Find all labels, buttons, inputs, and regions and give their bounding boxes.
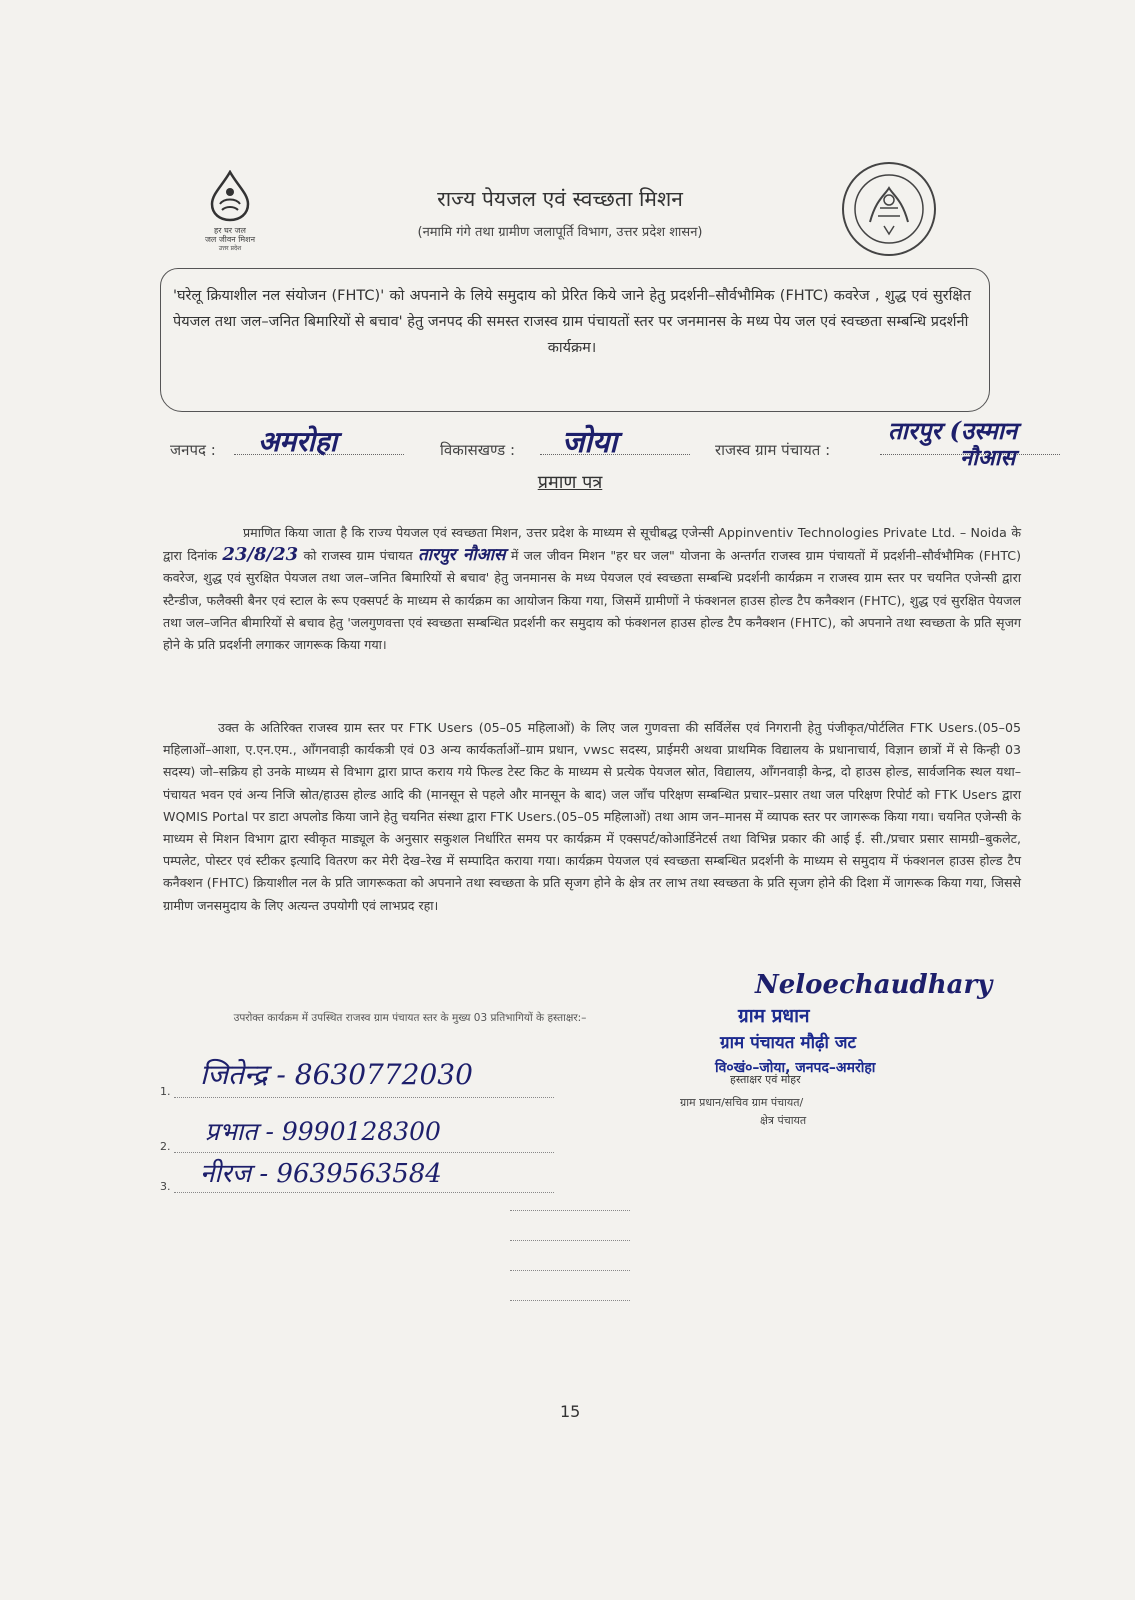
participant-row: [160, 1058, 473, 1098]
faint-dotlines: [510, 1210, 650, 1330]
certificate-title: प्रमाण पत्र: [537, 472, 603, 493]
water-drop-icon: [200, 170, 260, 222]
signature-dotline: [174, 1097, 554, 1098]
gp-value: तारपुर (उस्मान: [888, 416, 1018, 445]
emblem-seal-icon: [840, 160, 938, 258]
signature-dotline: [174, 1192, 554, 1193]
stamp-line-4: हस्ताक्षर एवं मोहर: [730, 1073, 801, 1086]
participants-note: उपरोक्त कार्यक्रम में उपस्थित राजस्व ग्राम पंचायत स्तर के मुख्य 03 प्रतिभागियों के हस्ताक्षर:–: [233, 1012, 587, 1024]
participant-entry: जितेन्द्र - 8630772030: [200, 1058, 473, 1091]
gp-value-2: नौआस: [960, 445, 1016, 471]
signatory-role-1: ग्राम प्रधान/सचिव ग्राम पंचायत/: [680, 1096, 804, 1109]
stamp-line-1: ग्राम प्रधान: [738, 1005, 810, 1027]
logo-caption-3: उत्तर प्रदेश: [218, 245, 242, 252]
banner-text: 'घरेलू क्रियाशील नल संयोजन (FHTC)' को अपनाने के लिये समुदाय को प्रेरित किये जाने हेतु प्रदर्शनी–सौर्वभौमिक (FHTC) कवरेज , शुद्ध एवं सुरक्षित पेयजल तथा जल–जनित बिमारियों से बचाव' हेतु जनपद की समस्त राजस्व ग्राम पंचायतों स्तर पर जनमानस के मध्य पेय जल एवं स्वच्छता सम्बन्धि प्रदर्शनी: [173, 288, 971, 330]
gp-label: राजस्व ग्राम पंचायत :: [715, 441, 831, 459]
certificate-paragraph-1: [163, 522, 1021, 656]
participant-num: 2.: [160, 1140, 171, 1153]
event-date: 23/8/23: [222, 544, 299, 566]
participant-num: 3.: [160, 1180, 171, 1193]
signature-dotline: [174, 1152, 554, 1153]
signatory-role-2: क्षेत्र पंचायत: [760, 1114, 807, 1127]
district-value: अमरोहा: [258, 425, 337, 458]
certificate-paragraph-2: उक्त के अतिरिक्त राजस्व ग्राम स्तर पर FTK Users (05–05 महिलाओं) के लिए जल गुणवत्ता की सर्विलेंस एवं निगरानी हेतु पंजीकृत/पोर्टलित FTK Users.(05–05 महिलाओं–आशा, ए.एन.एम., आँगनवाड़ी कार्यकत्री एवं 03 अन्य कार्यकर्ताओं–ग्राम प्रधान, vwsc सदस्य, प्राईमरी अथवा प्राथमिक विद्यालय के प्रधानाचार्य, विज्ञान छात्रों में से किन्ही 03 सदस्य) जो–सक्रिय हो उनके माध्यम से विभाग द्वारा प्राप्त कराय गये फिल्ड टेस्ट किट के माध्यम से प्रत्येक पेयजल स्रोत, विद्यालय, आँगनवाड़ी केन्द्र, दो हाउस होल्ड, सार्वजनिक स्थल यथा–पंचायत भवन एवं अन्य निजि स्रोत/हाउस होल्ड आदि की (मानसून से पहले और मानसून के बाद) जल जाँच परिक्षण सम्बन्धित प्रचार–प्रसार तथा जल परिक्षण रिपोर्ट को FTK Users द्वारा WQMIS Portal पर डाटा अपलोड किया जाने हेतु चयनित संस्था द्वारा FTK Users.(05–05 महिलाओं) तथा आम जन–मानस में व्यापक स्तर पर जागरूक किया गया। चयनित एजेन्सी के माध्यम से मिशन विभाग द्वारा स्वीकृत माड्यूल के अनुसार सकुशल निर्धारित समय पर कार्यक्रम में एक्सपर्ट/कोआर्डिनेटर्स तथा विभिन्न प्रकार की आई ई. सी./प्रचार प्रसार सामग्री–बुकलेट, पम्पलेट, पोस्टर एवं स्टीकर इत्यादि वितरण कर मेरी देख–रेख में सम्पादित कराया गया। कार्यक्रम पेयजल एवं स्वच्छता सम्बन्धित प्रदर्शनी के माध्यम से समुदाय में फंक्शनल हाउस होल्ड टैप कनैक्शन (FHTC) क्रियाशील नल के प्रति जागरूकता को अपनाने तथा स्वच्छता के प्रति सृजग होने के क्षेत्र तर लाभ तथा स्वच्छता के प्रति सृजग होने की दिशा में जागरूक किया गया, जिससे ग्रामीण जनसमुदाय के लिए अत्यन्त उपयोगी एवं लाभप्रद रहा।: [163, 720, 1021, 913]
stamp-line-2: ग्राम पंचायत मौढ़ी जट: [720, 1033, 857, 1053]
district-label: जनपद :: [170, 441, 216, 459]
para1-part1: प्रमाणित किया जाता है कि राज्य पेयजल एवं स्वच्छता मिशन, उत्तर प्रदेश के माध्यम से सूचीबद्ध एजेन्सी Appinventiv Technologies Private Ltd. – Noida के द्वारा दिनांक: [163, 525, 1021, 564]
block-value: जोया: [562, 425, 618, 460]
block-label: विकासखण्ड :: [440, 441, 516, 459]
para1-part2: को राजस्व ग्राम पंचायत: [303, 548, 413, 564]
logo-caption-1: हर घर जल: [214, 226, 246, 235]
up-govt-emblem: [840, 160, 938, 258]
participant-num: 1.: [160, 1085, 171, 1098]
banner-last-line: कार्यक्रम।: [547, 340, 597, 356]
participant-entry: नीरज - 9639563584: [200, 1159, 442, 1189]
mission-subtitle: (नमामि गंगे तथा ग्रामीण जलापूर्ति विभाग, उत्तर प्रदेश शासन): [417, 225, 703, 240]
gp-handwritten: तारपुर नौआस: [417, 545, 506, 566]
har-ghar-jal-logo: [195, 170, 265, 260]
program-banner: [160, 268, 990, 412]
para1-part3: में जल जीवन मिशन "हर घर जल" योजना के अन्तर्गत राजस्व ग्राम पंचायतों में प्रदर्शनी–सौर्वभौमिक (FHTC) कवरेज, शुद्ध एवं सुरक्षित पेयजल तथा जल–जनित बिमारियों से बचाव' हेतु जनमानस के मध्य पेयजल एवं स्वच्छता सम्बन्धि प्रदर्शनी कार्यक्रम न राजस्व ग्राम स्तर पर चयनित एजेन्सी द्वारा स्टैन्डीज, फलैक्सी बैनर एवं स्टाल के रूप एक्सपर्ट के माध्यम से कार्यक्रम का आयोजन किया गया, जिसमें ग्रामीणों ने फंक्शनल हाउस होल्ड टैप कनैक्शन (FHTC), शुद्ध एवं सुरक्षित पेयजल तथा जल–जनित बीमारियों से बचाव हेतु 'जलगुणवत्ता एवं स्वच्छता सम्बन्धित प्रदर्शनी कर समुदाय को फंक्शनल हाउस होल्ड टैप कनैक्शन (FHTC), को अपनाने तथा स्वच्छता के प्रति सृजग होने के प्रति प्रदर्शनी लगाकर जागरूक किया गया।: [163, 548, 1021, 653]
page-number: 15: [560, 1402, 581, 1421]
location-fields: [170, 416, 1070, 471]
stamp-line-3: वि०खं०–जोया, जनपद–अमरोहा: [715, 1060, 876, 1076]
participant-row: [160, 1117, 441, 1153]
pradhan-signature: Neloechaudhary: [755, 970, 993, 1000]
participant-row: [160, 1159, 442, 1193]
participant-entry: प्रभात - 9990128300: [205, 1117, 441, 1146]
mission-title: राज्य पेयजल एवं स्वच्छता मिशन: [437, 187, 683, 211]
logo-caption-2: जल जीवन मिशन: [204, 235, 256, 244]
